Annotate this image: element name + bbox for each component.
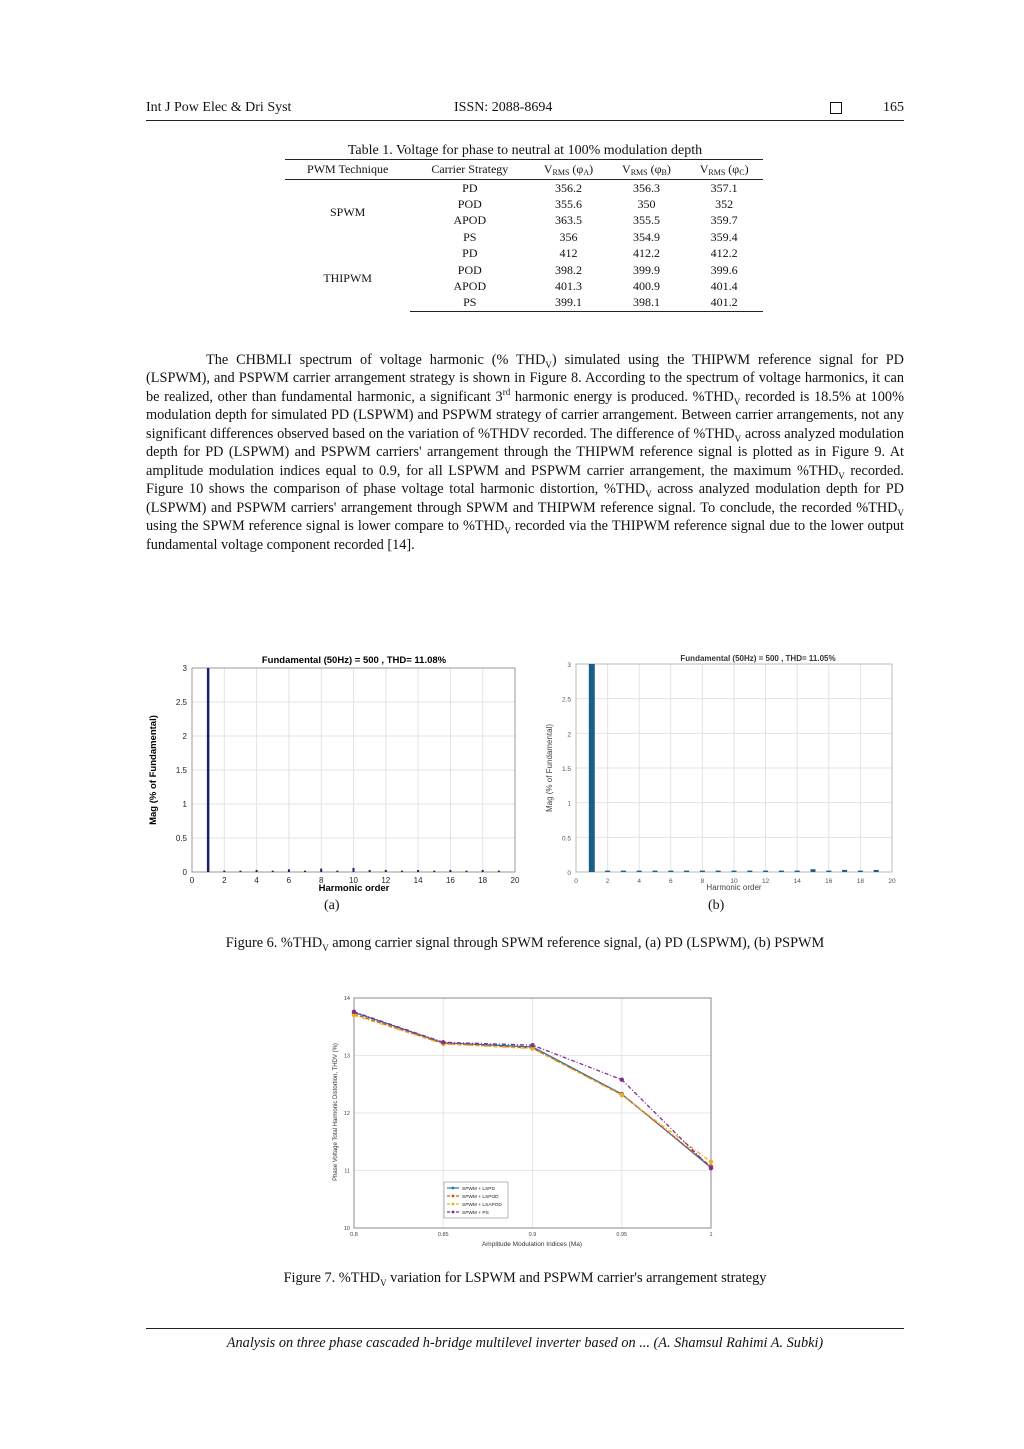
- journal-name: Int J Pow Elec & Dri Syst: [146, 100, 292, 115]
- legend-marker: [452, 1187, 455, 1190]
- x-tick-label: 16: [445, 876, 455, 885]
- harmonic-bar: [763, 871, 768, 872]
- harmonic-bar: [842, 870, 847, 872]
- x-tick-label: 4: [254, 876, 259, 885]
- table-cell: 350: [637, 197, 656, 212]
- x-tick-label: 18: [478, 876, 488, 885]
- x-tick-label: 14: [793, 878, 801, 885]
- y-tick-label: 0: [182, 868, 187, 877]
- y-tick-label: 2.5: [561, 696, 571, 704]
- harmonic-bar: [320, 869, 322, 872]
- y-tick-label: 0: [567, 870, 571, 877]
- technique-cell: SPWM: [329, 205, 366, 220]
- chart-title: Fundamental (50Hz) = 500 , THD= 11.08%: [261, 655, 447, 666]
- data-point: [620, 1093, 624, 1097]
- square-icon: [830, 102, 842, 114]
- y-axis-label: Mag (% of Fundamental): [148, 715, 159, 825]
- table-header: PWM Technique: [285, 160, 410, 180]
- table-row: [285, 180, 763, 197]
- table-cell: 355.5: [632, 213, 660, 228]
- table-cell: 401.4: [710, 279, 738, 294]
- table-cell: 399.1: [529, 295, 607, 312]
- y-tick-label: 3: [182, 664, 187, 673]
- y-tick-label: 13: [343, 1053, 350, 1060]
- x-tick-label: 10: [730, 878, 738, 885]
- harmonic-bar: [449, 870, 451, 872]
- harmonic-bar: [417, 870, 419, 872]
- x-tick-label: 2: [605, 878, 610, 885]
- data-point: [620, 1077, 624, 1081]
- table-cell: 412: [559, 246, 578, 261]
- legend-marker: [452, 1203, 455, 1206]
- harmonic-bar: [811, 869, 816, 872]
- data-point: [530, 1043, 534, 1047]
- table-cell: 398.1: [608, 295, 686, 312]
- x-tick-label: 0.85: [437, 1232, 449, 1238]
- y-tick-label: 3: [567, 662, 571, 669]
- y-tick-label: 10: [343, 1226, 350, 1232]
- y-tick-label: 0.5: [561, 835, 571, 843]
- table-header: $V_{RMS}$ $(\varphi_B)$: [608, 160, 686, 180]
- harmonic-bar: [401, 871, 403, 872]
- harmonic-bar: [369, 870, 371, 872]
- figure-6-caption: Figure 6. $\%THD_V$ among carrier signal through SPWM reference signal, (a) PD (LSPWM), (b) PSPWM: [225, 935, 825, 953]
- chart-title: Fundamental (50Hz) = 500 , THD= 11.05%: [680, 654, 836, 663]
- harmonic-bar: [498, 871, 500, 872]
- table-header: $V_{RMS}$ $(\varphi_A)$: [529, 160, 607, 180]
- harmonic-bar: [668, 871, 673, 872]
- harmonic-bar: [207, 668, 210, 872]
- harmonic-bar: [336, 871, 338, 872]
- figure-7-caption: Figure 7. $\%THD_V$ variation for LSPWM and PSPWM carrier's arrangement strategy: [283, 1270, 767, 1288]
- harmonic-bar: [621, 871, 626, 872]
- x-tick-label: 0.8: [350, 1232, 358, 1238]
- data-point: [441, 1040, 445, 1044]
- legend-marker: [452, 1195, 455, 1198]
- x-axis-label: Harmonic order: [318, 883, 390, 894]
- page-number: 165: [883, 100, 904, 115]
- voltage-table: [285, 159, 763, 312]
- figure-6b-chart: [538, 650, 904, 895]
- x-tick-label: 2: [222, 876, 227, 885]
- harmonic-bar: [223, 871, 225, 872]
- harmonic-bar: [304, 871, 306, 872]
- x-tick-label: 8: [700, 878, 705, 885]
- body-paragraph: The CHBMLI spectrum of voltage harmonic (% $THD_V$) simulated using the THIPWM reference signal for PD (LSPWM), and PSPWM carrier arrangement strategy is shown in Figure 8. According to the spectrum of voltage harmonics, it can be realized, other than fundamental harmonic, a significant 3rd harmonic energy is produced. $\%THD_V$ recorded is 18.5% at 100% modulation depth for simulated PD (LSPWM) and PSPWM strategy of carrier arrangement. Between carrier arrangements, not any significant differences observed based on the variation of %THDV recorded. The difference of $\%THD_V$ across analyzed modulation depth for PD (LSPWM) and PSPWM carriers' arrangement through the THIPWM reference signal is plotted as in Figure 9. At amplitude modulation indices equal to 0.9, for all LSPWM and PSPWM carrier arrangement, the maximum $\%THD_V$ recorded. Figure 10 shows the comparison of phase voltage total harmonic distortion, $\%THD_V$ across analyzed modulation depth for PD (LSPWM) and PSPWM carriers' arrangement through SPWM and THIPWM reference signal. To conclude, the recorded $\%THD_V$ using the SPWM reference signal is lower compare to $\%THD_V$ recorded via the THIPWM reference signal due to the lower output fundamental voltage component recorded [14].: [146, 352, 905, 553]
- x-tick-label: 0.9: [528, 1232, 537, 1238]
- y-axis-label: Phase Voltage Total Harmonic Distortion, THDV (%): [333, 1043, 339, 1181]
- table-row: [285, 246, 763, 262]
- table-cell: 354.9: [632, 229, 660, 244]
- harmonic-bar: [272, 871, 274, 872]
- harmonic-bar: [605, 871, 610, 872]
- x-tick-label: 6: [286, 876, 292, 885]
- harmonic-bar: [747, 871, 752, 872]
- y-tick-label: 1.5: [175, 766, 187, 775]
- harmonic-bar: [239, 871, 241, 872]
- technique-cell: THIPWM: [323, 271, 372, 286]
- harmonic-bar: [858, 871, 863, 872]
- x-tick-label: 8: [318, 876, 324, 885]
- harmonic-bar: [684, 871, 689, 872]
- legend-label: SPWM + LSPD: [462, 1187, 495, 1192]
- y-tick-label: 2.5: [175, 698, 187, 707]
- x-tick-label: 16: [825, 878, 833, 885]
- x-axis-label: Amplitude Modulation Indices (Ma): [481, 1241, 583, 1248]
- table-header: $V_{RMS}$ $(\varphi_C)$: [685, 160, 763, 180]
- table-cell: 400.9: [632, 279, 660, 294]
- harmonic-bar: [385, 870, 387, 872]
- x-tick-label: 1: [709, 1232, 713, 1238]
- table-cell: 399.6: [710, 262, 738, 277]
- table-cell: 399.9: [632, 262, 660, 277]
- x-tick-label: 0: [574, 878, 578, 885]
- harmonic-bar: [482, 870, 484, 872]
- table-cell: PD: [462, 246, 478, 261]
- table-cell: 356.3: [632, 180, 660, 195]
- data-point: [709, 1160, 713, 1164]
- running-header: [146, 100, 904, 121]
- figure-6a-chart: [146, 650, 526, 895]
- table-cell: 356.2: [554, 180, 582, 195]
- x-tick-label: 12: [381, 876, 391, 885]
- table-cell: POD: [457, 262, 482, 277]
- table-cell: 352: [715, 197, 734, 212]
- harmonic-bar: [826, 871, 831, 872]
- table-cell: APOD: [453, 213, 487, 228]
- x-tick-label: 4: [637, 878, 642, 885]
- table-cell: 357.1: [710, 180, 738, 195]
- harmonic-bar: [637, 871, 642, 872]
- table-header: Carrier Strategy: [410, 160, 529, 180]
- harmonic-bar: [700, 871, 705, 872]
- x-tick-label: 20: [888, 878, 896, 885]
- legend-label: SPWM + PS: [462, 1211, 489, 1216]
- y-tick-label: 1.5: [561, 766, 571, 773]
- x-tick-label: 14: [413, 876, 423, 885]
- figure-7-chart: [330, 992, 726, 1252]
- harmonic-bar: [288, 869, 290, 872]
- table-cell: 412.2: [710, 246, 738, 261]
- harmonic-bar: [433, 871, 435, 872]
- table-cell: PS: [410, 295, 529, 312]
- figure-6b-label: (b): [708, 898, 725, 913]
- table-cell: 355.6: [554, 197, 582, 212]
- harmonic-bar: [732, 871, 737, 872]
- x-tick-label: 6: [668, 878, 673, 885]
- x-tick-label: 18: [856, 878, 865, 885]
- y-tick-label: 14: [343, 996, 350, 1002]
- table-cell: 412.2: [632, 246, 660, 261]
- y-tick-label: 1: [567, 800, 571, 808]
- y-tick-label: 11: [344, 1168, 350, 1175]
- table-cell: PS: [463, 229, 477, 244]
- y-tick-label: 2: [182, 732, 187, 741]
- harmonic-bar: [779, 871, 784, 872]
- legend-label: SPWM + LSPOD: [462, 1195, 499, 1200]
- x-tick-label: 12: [761, 878, 770, 885]
- table-cell: 363.5: [554, 213, 582, 228]
- y-axis-label: Mag (% of Fundamental): [545, 723, 554, 813]
- harmonic-bar: [353, 868, 355, 872]
- table-cell: 398.2: [554, 262, 582, 277]
- y-tick-label: 1: [182, 800, 187, 809]
- legend-marker: [452, 1211, 455, 1214]
- x-tick-label: 0: [189, 876, 195, 885]
- table-cell: PD: [462, 180, 478, 195]
- harmonic-bar: [716, 871, 721, 872]
- y-tick-label: 2: [567, 731, 571, 739]
- harmonic-bar: [653, 871, 658, 872]
- y-tick-label: 12: [343, 1111, 350, 1117]
- table-cell: 359.7: [710, 213, 738, 228]
- harmonic-bar: [795, 871, 800, 872]
- table-cell: 401.2: [685, 295, 763, 312]
- issn: ISSN: 2088-8694: [454, 100, 553, 115]
- table-cell: 401.3: [554, 279, 582, 294]
- legend-label: SPWM + LSAPOD: [462, 1203, 502, 1208]
- table-cell: POD: [457, 197, 482, 212]
- harmonic-bar: [256, 870, 258, 872]
- harmonic-bar: [874, 870, 879, 872]
- x-tick-label: 20: [510, 876, 520, 885]
- y-tick-label: 0.5: [175, 834, 187, 843]
- table-cell: APOD: [453, 279, 487, 294]
- x-axis-label: Harmonic order: [706, 883, 762, 892]
- x-tick-label: 0.95: [616, 1232, 628, 1238]
- table-cell: 359.4: [710, 229, 738, 244]
- x-tick-label: 10: [349, 876, 358, 885]
- running-footer: Analysis on three phase cascaded h-bridge multilevel inverter based on ... (A. Shamsul Rahimi A. Subki): [146, 1328, 904, 1352]
- table-caption: Table 1. Voltage for phase to neutral at 100% modulation depth: [347, 143, 703, 158]
- harmonic-bar: [466, 871, 468, 872]
- data-point: [352, 1010, 356, 1014]
- table-cell: 356: [559, 229, 578, 244]
- table-header-row: [285, 160, 763, 180]
- figure-6a-label: (a): [324, 898, 340, 913]
- harmonic-bar: [589, 664, 595, 872]
- data-point: [709, 1166, 713, 1170]
